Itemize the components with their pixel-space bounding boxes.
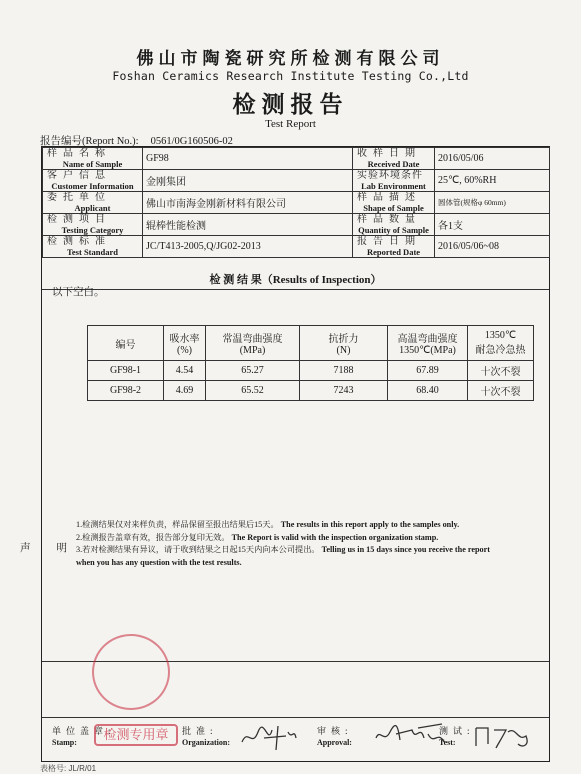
info-label: 客户信息 Customer Information [43, 170, 143, 192]
approval-signature [372, 720, 446, 752]
report-title-cn: 检测报告 [232, 91, 349, 118]
column-header-line: (MPa) [239, 345, 266, 356]
table-cell: 65.52 [206, 381, 300, 401]
organization-label: 批准: Organization: [182, 726, 230, 747]
table-row [88, 361, 534, 381]
table-cell: 7188 [300, 361, 388, 381]
table-cell: 4.54 [164, 361, 206, 381]
results-column-header [468, 326, 534, 361]
table-cell: 65.27 [206, 361, 300, 381]
statement-label: 声明 [20, 542, 93, 554]
test-label: 测试: Test: [439, 726, 475, 747]
reported-date-value: 2016/05/06~08 [435, 236, 550, 258]
table-cell: 十次不裂 [468, 361, 534, 381]
info-row [43, 214, 550, 236]
report-title-en: Test Report [265, 118, 316, 130]
column-header-line: (%) [177, 345, 192, 356]
test-signature [472, 722, 536, 752]
info-row [43, 148, 550, 170]
table-cell: 十次不裂 [468, 381, 534, 401]
blank-below-note: 以下空白。 [52, 286, 105, 298]
info-row [43, 192, 550, 214]
table-cell: 7243 [300, 381, 388, 401]
column-header-line: 1350℃(MPa) [399, 345, 456, 356]
table-cell: GF98-1 [88, 361, 164, 381]
info-label: 样品描述 Shape of Sample [353, 192, 435, 214]
institute-name-cn: 佛山市陶瓷研究所检测有限公司 [136, 49, 445, 69]
institute-name-en: Foshan Ceramics Research Institute Testing Co.,Ltd [112, 69, 469, 83]
info-label: 样品名称 Name of Sample [43, 148, 143, 170]
testing-category-value: 辊棒性能检测 [143, 214, 353, 236]
table-cell: 67.89 [388, 361, 468, 381]
statement-line-2: 2.检测报告盖章有效，报告部分复印无效。 The Report is valid with the inspection organization stamp. [76, 532, 439, 542]
results-column-header [388, 326, 468, 361]
info-label: 样品数量 Quantity of Sample [353, 214, 435, 236]
info-label: 委托单位 Applicant [43, 192, 143, 214]
column-header-line: 1350℃ [484, 330, 517, 341]
info-row [43, 236, 550, 258]
received-date-value: 2016/05/06 [435, 148, 550, 170]
info-label: 检测标准 Test Standard [43, 236, 143, 258]
test-standard-value: JC/T413-2005,Q/JG02-2013 [143, 236, 353, 258]
column-header-line: 抗折力 [328, 334, 359, 345]
info-row [43, 170, 550, 192]
statement-text [76, 519, 508, 569]
info-label: 检测项目 Testing Category [43, 214, 143, 236]
organization-signature [238, 722, 298, 752]
results-column-header [206, 326, 300, 361]
results-column-header [300, 326, 388, 361]
stamp-label: 单位盖章: Stamp: [52, 726, 116, 747]
table-row [88, 381, 534, 401]
report-number-label: 报告编号(Report No.): [40, 136, 139, 147]
column-header-line: (N) [336, 345, 351, 356]
quantity-value: 各1支 [435, 214, 550, 236]
lab-environment-value: 25℃, 60%RH [435, 170, 550, 192]
sample-name-value: GF98 [143, 148, 353, 170]
results-column-header [88, 326, 164, 361]
applicant-value: 佛山市南海金刚新材料有限公司 [143, 192, 353, 214]
table-cell: GF98-2 [88, 381, 164, 401]
column-header-line: 耐急冷急热 [475, 345, 526, 356]
sample-info-table [42, 147, 550, 258]
customer-value: 金刚集团 [143, 170, 353, 192]
shape-value: 圆体管(规格φ 60mm) [435, 192, 550, 214]
form-number: 表格号: JL/R/01 [40, 764, 97, 773]
results-heading: 检 测 结 果（Results of Inspection） [42, 271, 549, 290]
approval-label: 审核: Approval: [317, 726, 353, 747]
info-label: 报告日期 Reported Date [353, 236, 435, 258]
report-number-value: 0561/0G160506-02 [150, 136, 233, 147]
table-cell: 68.40 [388, 381, 468, 401]
info-label: 收样日期 Received Date [353, 148, 435, 170]
seal-ring [92, 634, 170, 710]
column-header-line: 吸水率 [169, 334, 200, 345]
column-header-line: 编号 [115, 339, 136, 351]
results-table [87, 325, 534, 401]
info-label: 实验环境条件 Lab Environment [353, 170, 435, 192]
column-header-line: 常温弯曲强度 [222, 334, 283, 345]
column-header-line: 高温弯曲强度 [397, 334, 458, 345]
statement-line-3: 3.若对检测结果有异议，请于收到结果之日起15天内向本公司提出。 Telling us in 15 days since you receive the report when you has any question with the test results. [76, 545, 491, 567]
table-cell: 4.69 [164, 381, 206, 401]
results-column-header [164, 326, 206, 361]
results-header-row [88, 326, 534, 361]
inspection-stamp: 检测专用章 [94, 724, 178, 746]
statement-line-1: 1.检测结果仅对来样负责，样品保留至报出结果后15天。 The results in this report apply to the samples only. [76, 520, 460, 529]
